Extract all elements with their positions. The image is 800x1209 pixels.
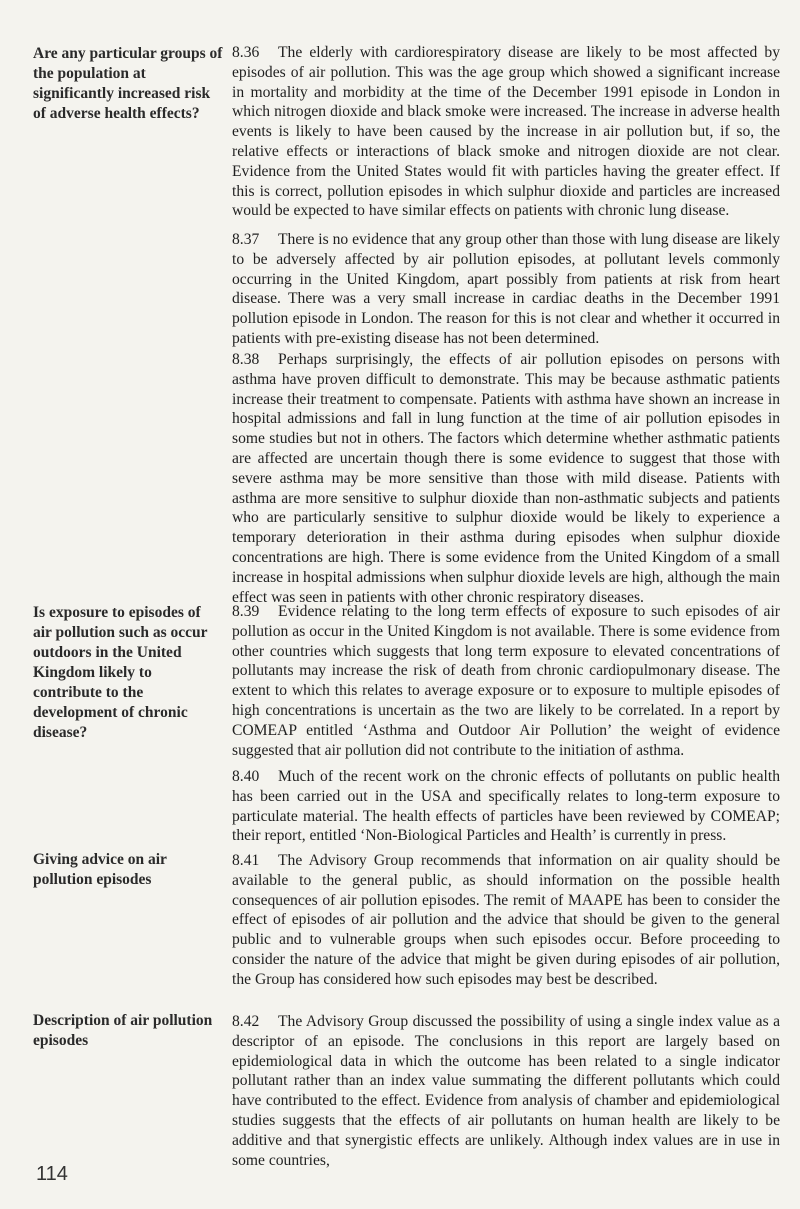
paragraph-number: 8.38: [232, 351, 260, 368]
paragraph-8-36: [232, 43, 780, 221]
paragraph-8-39: [232, 602, 780, 760]
paragraph-text: Evidence relating to the long term effects of exposure to such episodes of air pollution as occur in the United Kingdom is not available. There is some evidence from other countries which suggests that long term exposure to elevated concentrations of pollutants may increase the risk of death from chronic cardiopulmonary disease. The extent to which this relates to average exposure or to exposure to multiple episodes of high concentrations is uncertain as the two are likely to be correlated. In a report by COMEAP entitled ‘Asthma and Outdoor Air Pollution’ the weight of evidence suggested that air pollution did not contribute to the initiation of asthma.: [232, 603, 780, 759]
side-heading-giving-advice: Giving advice on air pollution episodes: [33, 851, 167, 888]
paragraph-number: 8.36: [232, 44, 260, 61]
paragraph-number: 8.37: [232, 231, 260, 248]
paragraph-8-38: [232, 350, 780, 607]
paragraph-8-41: [232, 851, 780, 990]
paragraph-8-42: [232, 1012, 780, 1170]
paragraph-text: The Advisory Group recommends that information on air quality should be available to the general public, as should information on the possible health consequences of air pollution episodes. The remit of MAAPE has been to consider the effect of episodes of air pollution and the advice that should be given to the general public and to vulnerable groups when such episodes occur. Before proceeding to consider the nature of the advice that might be given during episodes of air pollution, the Group has considered how such episodes may best be described.: [232, 852, 780, 988]
paragraph-text: The Advisory Group discussed the possibility of using a single index value as a descriptor of an episode. The conclusions in this report are largely based on epidemiological data in which the outcome has been related to a single indicator pollutant rather than an index value summating the different pollutants which could have contributed to the effect. Evidence from analysis of chamber and epidemiological studies suggests that the effects of air pollutants on human health are likely to be additive and that synergistic effects are unlikely. Although index values are in use in some countries,: [232, 1013, 780, 1169]
paragraph-text: The elderly with cardiorespiratory disease are likely to be most affected by episodes of air pollution. This was the age group which showed a significant increase in mortality and morbidity at the time of the December 1991 episode in London in which nitrogen dioxide and black smoke were increased. The increase in adverse health events is likely to have been caused by the increase in air pollution but, if so, the relative effects or interactions of black smoke and nitrogen dioxide are not clear. Evidence from the United States would fit with particles having the greater effect. If this is correct, pollution episodes in which sulphur dioxide and particles are increased would be expected to have similar effects on patients with chronic lung disease.: [232, 44, 780, 220]
page-number: 114: [36, 1163, 68, 1185]
side-heading-chronic-disease: Is exposure to episodes of air pollution such as occur outdoors in the United Kingdom likely to contribute to the development of chronic disease?: [33, 604, 208, 741]
paragraph-number: 8.40: [232, 768, 260, 785]
paragraph-8-37: [232, 230, 780, 349]
paragraph-text: Much of the recent work on the chronic effects of pollutants on public health has been carried out in the USA and specifically relates to long-term exposure to particulate material. The health effects of particles have been reviewed by COMEAP; their report, entitled ‘Non-Biological Particles and Health’ is currently in press.: [232, 768, 780, 845]
paragraph-text: There is no evidence that any group other than those with lung disease are likely to be adversely affected by air pollution episodes, at pollutant levels commonly occurring in the United Kingdom, apart possibly from patients at risk from heart disease. There was a very small increase in cardiac deaths in the December 1991 pollution episode in London. The reason for this is not clear and whether it occurred in patients with pre-existing disease has not been determined.: [232, 231, 780, 347]
paragraph-number: 8.41: [232, 852, 260, 869]
side-heading-description: Description of air pollution episodes: [33, 1012, 213, 1049]
paragraph-text: Perhaps surprisingly, the effects of air pollution episodes on persons with asthma have proven difficult to demonstrate. This may be because asthmatic patients increase their treatment to compensate. Patients with asthma have shown an increase in hospital admissions and fall in lung function at the time of air pollution episodes in some studies but not in others. The factors which determine whether asthmatic patients are affected are uncertain though there is some evidence to suggest that those with severe asthma may be more sensitive than those with mild disease. Patients with asthma are more sensitive to sulphur dioxide than non-asthmatic subjects and patients who are particularly sensitive to sulphur dioxide would be likely to experience a temporary deterioration in their asthma during episodes when sulphur dioxide concentrations are high. There is some evidence from the United Kingdom of a small increase in hospital admissions when sulphur dioxide levels are high, although the main effect was seen in patients with other chronic respiratory diseases.: [232, 351, 780, 606]
paragraph-8-40: [232, 767, 780, 846]
side-heading-vulnerable-groups: Are any particular groups of the population at significantly increased risk of adverse health effects?: [33, 45, 223, 122]
paragraph-number: 8.42: [232, 1013, 260, 1030]
paragraph-number: 8.39: [232, 603, 260, 620]
